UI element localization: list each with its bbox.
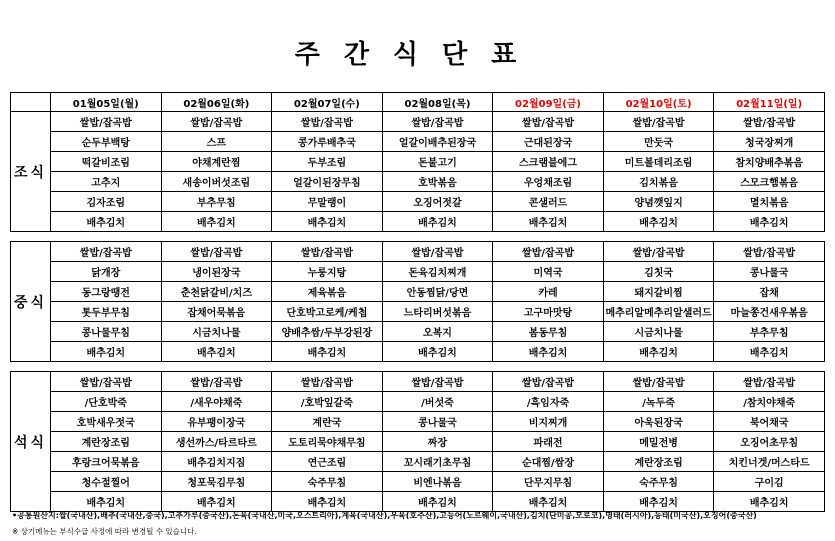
menu-item: 배추김치 xyxy=(382,212,493,232)
menu-item: 야채계란찜 xyxy=(161,152,272,172)
menu-item: 고추지 xyxy=(51,172,162,192)
menu-item: 얼갈이배추된장국 xyxy=(382,132,493,152)
menu-item: 짜장 xyxy=(382,432,493,452)
menu-item: 파래전 xyxy=(493,432,604,452)
menu-item: 후랑크어묵볶음 xyxy=(51,452,162,472)
menu-item: 양배추쌈/두부강된장 xyxy=(272,322,383,342)
menu-row xyxy=(11,262,825,282)
menu-item: 연근조림 xyxy=(272,452,383,472)
menu-item: 양념깻잎지 xyxy=(603,192,714,212)
menu-item: 참치양배추볶음 xyxy=(714,152,825,172)
menu-item: 쌀밥/잡곡밥 xyxy=(714,372,825,392)
menu-item: 느타리버섯볶음 xyxy=(382,302,493,322)
menu-item: 스크램블에그 xyxy=(493,152,604,172)
weekly-menu-table xyxy=(10,92,825,512)
menu-item: 쌀밥/잡곡밥 xyxy=(493,372,604,392)
menu-item: 배추김치 xyxy=(382,492,493,512)
corner-cell xyxy=(11,93,51,112)
menu-item: 콩나물국 xyxy=(382,412,493,432)
menu-item: 쌀밥/잡곡밥 xyxy=(161,112,272,132)
menu-item: 배추김치 xyxy=(51,212,162,232)
menu-item: 쌀밥/잡곡밥 xyxy=(603,112,714,132)
menu-item: 쌀밥/잡곡밥 xyxy=(272,242,383,262)
menu-item: 계란국 xyxy=(272,412,383,432)
menu-item: 배추김치 xyxy=(714,212,825,232)
menu-item: 오징어초무침 xyxy=(714,432,825,452)
day-header: 02월11일(일) xyxy=(714,93,825,112)
menu-body xyxy=(11,112,825,512)
menu-item: 배추김치 xyxy=(493,212,604,232)
menu-item: 메밀전병 xyxy=(603,432,714,452)
menu-item: 시금치나물 xyxy=(161,322,272,342)
menu-row xyxy=(11,172,825,192)
separator-cell xyxy=(11,362,825,372)
meal-label: 중식 xyxy=(11,242,51,362)
menu-item: 쌀밥/잡곡밥 xyxy=(51,372,162,392)
menu-item: 청포묵김무침 xyxy=(161,472,272,492)
menu-item: 배추김치지짐 xyxy=(161,452,272,472)
menu-row xyxy=(11,372,825,392)
menu-item: 두부조림 xyxy=(272,152,383,172)
menu-item: 쌀밥/잡곡밥 xyxy=(161,372,272,392)
menu-item: /새우야채죽 xyxy=(161,392,272,412)
menu-item: 아욱된장국 xyxy=(603,412,714,432)
menu-item: 얼갈이된장무침 xyxy=(272,172,383,192)
menu-item: 근대된장국 xyxy=(493,132,604,152)
day-header: 02월08일(목) xyxy=(382,93,493,112)
menu-item: 봄동무침 xyxy=(493,322,604,342)
menu-item: 미역국 xyxy=(493,262,604,282)
menu-item: 제육볶음 xyxy=(272,282,383,302)
menu-item: 청수절찔어 xyxy=(51,472,162,492)
menu-item: 쌀밥/잡곡밥 xyxy=(714,242,825,262)
menu-item: 오징어젓갈 xyxy=(382,192,493,212)
menu-row xyxy=(11,392,825,412)
menu-item: 호박볶음 xyxy=(382,172,493,192)
menu-item: 잡채어묵볶음 xyxy=(161,302,272,322)
menu-item: 오복지 xyxy=(382,322,493,342)
menu-item: 쌀밥/잡곡밥 xyxy=(51,112,162,132)
menu-row xyxy=(11,432,825,452)
menu-item: /참치야채죽 xyxy=(714,392,825,412)
menu-row xyxy=(11,412,825,432)
menu-item: 멸치볶음 xyxy=(714,192,825,212)
menu-row xyxy=(11,452,825,472)
menu-item: 춘천닭갈비/치즈 xyxy=(161,282,272,302)
menu-item: 치킨너겟/머스타드 xyxy=(714,452,825,472)
menu-item: 순대찜/쌈장 xyxy=(493,452,604,472)
day-header-row xyxy=(11,93,825,112)
change-notice: ※ 상기메뉴는 부식수급 사정에 따라 변경될 수 있습니다. xyxy=(12,527,197,536)
menu-item: 배추김치 xyxy=(161,342,272,362)
menu-item: /단호박죽 xyxy=(51,392,162,412)
menu-item: 잡채 xyxy=(714,282,825,302)
menu-item: /호박잎갈죽 xyxy=(272,392,383,412)
meal-label: 석식 xyxy=(11,372,51,512)
menu-item: 배추김치 xyxy=(161,212,272,232)
menu-row xyxy=(11,472,825,492)
menu-item: 콘샐러드 xyxy=(493,192,604,212)
day-header: 02월10일(토) xyxy=(603,93,714,112)
menu-item: 배추김치 xyxy=(51,342,162,362)
menu-item: 청국장찌개 xyxy=(714,132,825,152)
menu-item: 미트볼데리조림 xyxy=(603,152,714,172)
menu-item: 배추김치 xyxy=(493,492,604,512)
menu-item: 쌀밥/잡곡밥 xyxy=(603,372,714,392)
menu-item: 스프 xyxy=(161,132,272,152)
day-header: 02월06일(화) xyxy=(161,93,272,112)
menu-item: 톳두부무침 xyxy=(51,302,162,322)
menu-item: 김치볶음 xyxy=(603,172,714,192)
menu-item: 쌀밥/잡곡밥 xyxy=(714,112,825,132)
menu-item: 고구마맛탕 xyxy=(493,302,604,322)
menu-item: 쌀밥/잡곡밥 xyxy=(493,242,604,262)
menu-row xyxy=(11,192,825,212)
menu-item: 돼지갈비찜 xyxy=(603,282,714,302)
meal-separator xyxy=(11,362,825,372)
menu-item: 구이김 xyxy=(714,472,825,492)
menu-item: 메추리알메추리알샐러드 xyxy=(603,302,714,322)
menu-item: 계란장조림 xyxy=(603,452,714,472)
menu-item: 쌀밥/잡곡밥 xyxy=(493,112,604,132)
menu-item: /흑임자죽 xyxy=(493,392,604,412)
menu-item: 동그랑땡전 xyxy=(51,282,162,302)
menu-item: 배추김치 xyxy=(51,492,162,512)
menu-item: 북어채국 xyxy=(714,412,825,432)
menu-item: 쌀밥/잡곡밥 xyxy=(161,242,272,262)
menu-item: 쌀밥/잡곡밥 xyxy=(272,372,383,392)
menu-row xyxy=(11,282,825,302)
menu-row xyxy=(11,152,825,172)
menu-item: 단무지무침 xyxy=(493,472,604,492)
menu-item: 김자조림 xyxy=(51,192,162,212)
menu-item: 호박새우젓국 xyxy=(51,412,162,432)
menu-item: 시금치나물 xyxy=(603,322,714,342)
menu-item: 김칫국 xyxy=(603,262,714,282)
menu-row xyxy=(11,242,825,262)
menu-row xyxy=(11,212,825,232)
menu-row xyxy=(11,302,825,322)
menu-item: 쌀밥/잡곡밥 xyxy=(51,242,162,262)
menu-item: 배추김치 xyxy=(714,492,825,512)
menu-item: 우엉채조림 xyxy=(493,172,604,192)
separator-cell xyxy=(11,232,825,242)
menu-item: 단호박고로케/케첩 xyxy=(272,302,383,322)
menu-item: 떡갈비조림 xyxy=(51,152,162,172)
menu-row xyxy=(11,342,825,362)
menu-item: 배추김치 xyxy=(272,492,383,512)
menu-item: /녹두죽 xyxy=(603,392,714,412)
menu-item: 숙주무침 xyxy=(272,472,383,492)
menu-item: 배추김치 xyxy=(603,212,714,232)
menu-item: 배추김치 xyxy=(272,212,383,232)
day-header: 01월05일(월) xyxy=(51,93,162,112)
menu-item: 쌀밥/잡곡밥 xyxy=(382,112,493,132)
menu-item: 꼬시래기초무침 xyxy=(382,452,493,472)
menu-item: 배추김치 xyxy=(603,342,714,362)
page-title: 주간식단표 xyxy=(294,40,541,70)
menu-item: 부추무침 xyxy=(161,192,272,212)
menu-item: 순두부백탕 xyxy=(51,132,162,152)
menu-item: 배추김치 xyxy=(382,342,493,362)
menu-item: 배추김치 xyxy=(493,342,604,362)
menu-item: 배추김치 xyxy=(714,342,825,362)
menu-item: 안동찜닭/당면 xyxy=(382,282,493,302)
menu-item: 배추김치 xyxy=(161,492,272,512)
menu-item: 닭개장 xyxy=(51,262,162,282)
menu-row xyxy=(11,132,825,152)
menu-item: 돈불고기 xyxy=(382,152,493,172)
menu-item: 마늘쫑건새우볶음 xyxy=(714,302,825,322)
menu-item: 새송이버섯조림 xyxy=(161,172,272,192)
menu-item: 돈육김치찌개 xyxy=(382,262,493,282)
menu-item: 콩나물무침 xyxy=(51,322,162,342)
menu-item: 숙주무침 xyxy=(603,472,714,492)
menu-item: 스모크햄볶음 xyxy=(714,172,825,192)
menu-item: 비지찌개 xyxy=(493,412,604,432)
menu-item: 콩가루배추국 xyxy=(272,132,383,152)
menu-item: 부추무침 xyxy=(714,322,825,342)
menu-item: 카레 xyxy=(493,282,604,302)
menu-item: 도토리묵야채무침 xyxy=(272,432,383,452)
menu-item: 배추김치 xyxy=(603,492,714,512)
menu-item: 쌀밥/잡곡밥 xyxy=(603,242,714,262)
menu-item: 쌀밥/잡곡밥 xyxy=(382,372,493,392)
menu-item: 계란장조림 xyxy=(51,432,162,452)
meal-separator xyxy=(11,232,825,242)
menu-item: 쌀밥/잡곡밥 xyxy=(272,112,383,132)
menu-item: 무말랭이 xyxy=(272,192,383,212)
menu-item: /버섯죽 xyxy=(382,392,493,412)
menu-row xyxy=(11,322,825,342)
menu-row xyxy=(11,112,825,132)
day-header: 02월07일(수) xyxy=(272,93,383,112)
menu-item: 유부팽이장국 xyxy=(161,412,272,432)
menu-item: 누룽지탕 xyxy=(272,262,383,282)
menu-row xyxy=(11,492,825,512)
menu-item: 생선까스/타르타르 xyxy=(161,432,272,452)
origin-note: •공통원산지:쌀(국내산),배추(국내산,중국),고추가루(중국산),돈육(국내산,미국,오스트리아),계육(국내산),우육(호주산),고등어(노르웨이,국내산),김치(단미공,모로코),명태(러시아),동태(미국산),오징어(중국산) xyxy=(12,511,757,520)
menu-item: 만둣국 xyxy=(603,132,714,152)
menu-item: 배추김치 xyxy=(272,342,383,362)
menu-item: 비엔나볶음 xyxy=(382,472,493,492)
day-header: 02월09일(금) xyxy=(493,93,604,112)
menu-item: 콩나물국 xyxy=(714,262,825,282)
menu-item: 냉이된장국 xyxy=(161,262,272,282)
menu-item: 쌀밥/잡곡밥 xyxy=(382,242,493,262)
meal-label: 조식 xyxy=(11,112,51,232)
